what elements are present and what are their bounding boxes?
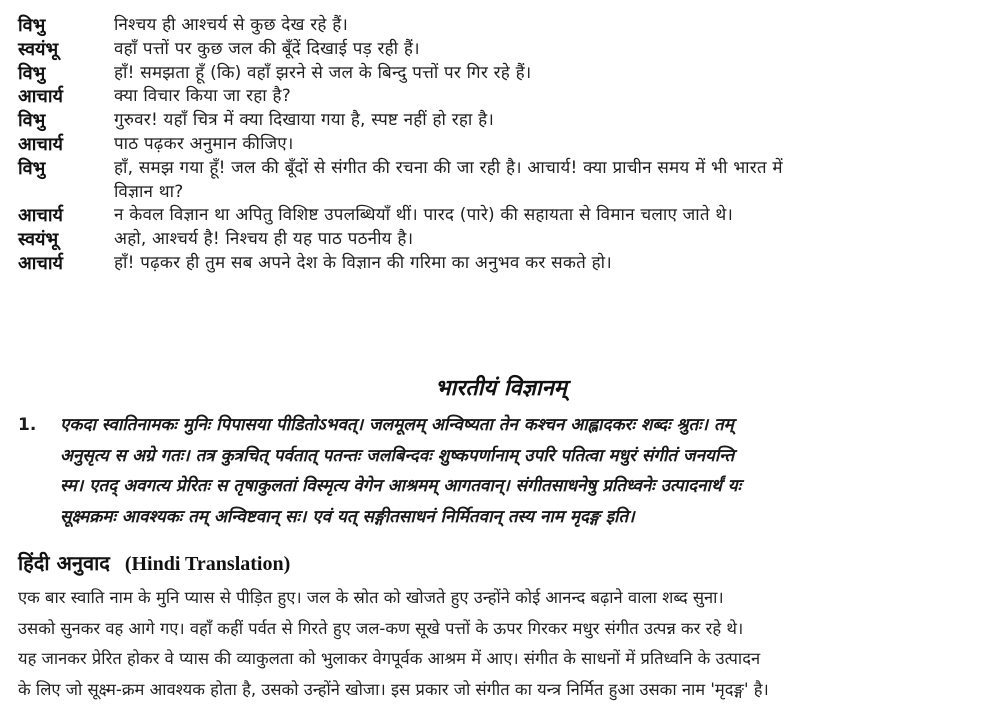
speaker-name: आचार्य [18,86,63,108]
speech-text: न केवल विज्ञान था अपितु विशिष्ट उपलब्धियाँ थीं। पारद (पारे) की सहायता से विमान चलाए जाते थे। [114,205,734,226]
speaker-name: विभु [18,62,46,84]
speaker-name: आचार्य [18,252,63,274]
speaker-name: विभु [18,110,46,132]
verse-line: अनुसृत्य स अग्रे गतः। तत्र कुत्रचित् पर्वतात् पतन्तः जलबिन्दवः शुष्कपर्णानाम् उपरि पतित्वा मधुरं संगीतं जनयन्ति [60,445,735,466]
translation-heading [18,549,290,576]
speaker-name: विभु [18,157,46,179]
dialogue-line [18,252,993,276]
verse-text [60,410,993,532]
translation-line: यह जानकर प्रेरित होकर वे प्यास की व्याकुलता को भुलाकर वेगपूर्वक आश्रम में आए। संगीत के साधनों में प्रतिध्वनि के उत्पादन [18,649,761,668]
translation-heading-hindi: हिंदी अनुवाद [18,551,110,575]
hindi-translation [18,583,993,705]
section-title: भारतीयं विज्ञानम् [435,375,567,401]
speaker-name: आचार्य [18,205,63,227]
verse-line: सूक्ष्मक्रमः आवश्यकः तम् अन्विष्टवान् सः। एवं यत् सङ्गीतसाधनं निर्मितवान् तस्य नाम मृदङ्ग इति। [60,506,635,527]
dialogue-line [18,109,993,133]
verse-line: स्म। एतद् अवगत्य प्रेरितः स तृषाकुलतां विस्मृत्य वेगेन आश्रमम् आगतवान्। संगीतसाधनेषु प्रतिध्वनेः उत्पादनार्थं यः [60,476,742,496]
dialogue-line [18,38,993,62]
verse-line: एकदा स्वातिनामकः मुनिः पिपासया पीडितोऽभवत्। जलमूलम् अन्विष्यता तेन कश्चन आह्लादकरः शब्दः श्रुतः। तम् [60,415,734,435]
verse-number: 1. [18,415,37,435]
speech-text: पाठ पढ़कर अनुमान कीजिए। [114,133,294,154]
dialogue-section [18,14,993,276]
speech-text: हाँ, समझ गया हूँ! जल की बूँदों से संगीत की रचना की जा रही है। आचार्य! क्या प्राचीन समय में भी भारत में [114,157,783,178]
speech-text: अहो, आश्चर्य है! निश्चय ही यह पाठ पठनीय है। [114,229,414,250]
dialogue-line [18,133,993,157]
speech-text: हाँ! पढ़कर ही तुम सब अपने देश के विज्ञान की गरिमा का अनुभव कर सकते हो। [114,252,612,273]
speaker-name: आचार्य [18,133,63,155]
speech-text: वहाँ पत्तों पर कुछ जल की बूँदें दिखाई पड़ रही हैं। [114,38,420,59]
speech-text: हाँ! समझता हूँ (कि) वहाँ झरने से जल के बिन्दु पत्तों पर गिर रहे हैं। [114,62,532,83]
dialogue-line [18,14,993,38]
speaker-name: स्वयंभू [18,38,59,60]
speaker-name: विभु [18,15,46,36]
speech-text: गुरुवर! यहाँ चित्र में क्या दिखाया गया है, स्पष्ट नहीं हो रहा है। [114,110,495,131]
speaker-name: स्वयंभू [18,229,59,251]
translation-heading-english: (Hindi Translation) [124,553,291,575]
translation-line: एक बार स्वाति नाम के मुनि प्यास से पीड़ित हुए। जल के स्रोत को खोजते हुए उन्होंने कोई आनन्द बढ़ाने वाला शब्द सुना। [18,588,724,607]
translation-line: के लिए जो सूक्ष्म-क्रम आवश्यक होता है, उसको उन्होंने खोजा। इस प्रकार जो संगीत का यन्त्र निर्मित हुआ उसका नाम 'मृदङ्ग' है। [18,679,769,699]
dialogue-line [18,62,993,86]
dialogue-line [18,85,993,109]
dialogue-line-continuation [18,181,993,205]
translation-line: उसको सुनकर वह आगे गए। वहाँ कहीं पर्वत से गिरते हुए जल-कण सूखे पत्तों के ऊपर गिरकर मधुर संगीत उत्पन्न कर रहे थे। [18,618,744,638]
dialogue-line [18,204,993,228]
speech-text: निश्चय ही आश्चर्य से कुछ देख रहे हैं। [114,15,349,35]
speech-text: विज्ञान था? [114,181,184,202]
dialogue-line [18,157,993,181]
speech-text: क्या विचार किया जा रहा है? [114,86,291,107]
dialogue-line [18,228,993,252]
sanskrit-verse [18,410,993,532]
